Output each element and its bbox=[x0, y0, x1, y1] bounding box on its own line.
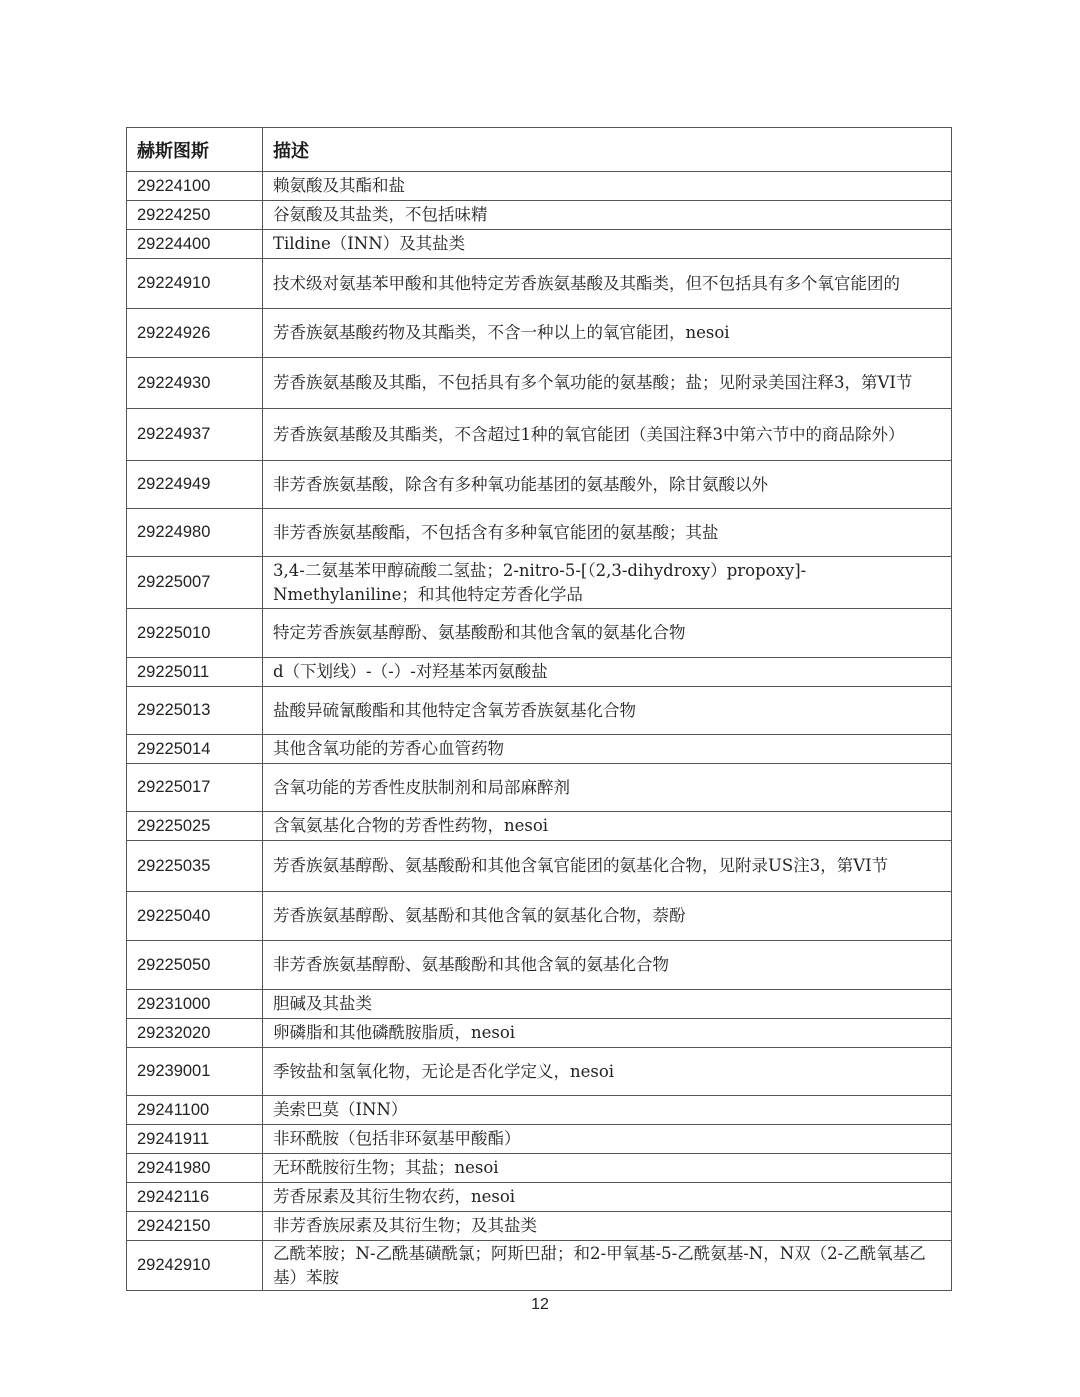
hts-code-cell: 29241100 bbox=[127, 1096, 263, 1125]
description-cell: 其他含氧功能的芳香心血管药物 bbox=[263, 735, 952, 764]
hts-code-table bbox=[126, 127, 952, 1291]
table-row bbox=[127, 1125, 952, 1154]
table-header-row bbox=[127, 128, 952, 172]
table-row bbox=[127, 259, 952, 309]
table-row bbox=[127, 941, 952, 990]
hts-code-cell: 29224937 bbox=[127, 409, 263, 461]
table-row bbox=[127, 609, 952, 658]
description-cell: d（下划线）-（-）-对羟基苯丙氨酸盐 bbox=[263, 658, 952, 687]
description-cell: 含氧功能的芳香性皮肤制剂和局部麻醉剂 bbox=[263, 764, 952, 812]
table-row bbox=[127, 764, 952, 812]
description-cell: 芳香尿素及其衍生物农药，nesoi bbox=[263, 1183, 952, 1212]
hts-code-cell: 29225011 bbox=[127, 658, 263, 687]
hts-code-cell: 29239001 bbox=[127, 1048, 263, 1096]
description-cell: 卵磷脂和其他磷酰胺脂质，nesoi bbox=[263, 1019, 952, 1048]
table-row bbox=[127, 990, 952, 1019]
table-row bbox=[127, 1183, 952, 1212]
description-cell: 胆碱及其盐类 bbox=[263, 990, 952, 1019]
table-row bbox=[127, 841, 952, 892]
hts-code-cell: 29225017 bbox=[127, 764, 263, 812]
table-row bbox=[127, 1048, 952, 1096]
hts-code-cell: 29242150 bbox=[127, 1212, 263, 1241]
table-row bbox=[127, 1154, 952, 1183]
header-hts-code: 赫斯图斯 bbox=[127, 128, 263, 172]
hts-code-cell: 29241980 bbox=[127, 1154, 263, 1183]
description-cell: Tildine（INN）及其盐类 bbox=[263, 230, 952, 259]
table-row bbox=[127, 461, 952, 509]
hts-code-cell: 29224930 bbox=[127, 358, 263, 409]
table-row bbox=[127, 1212, 952, 1241]
table-row bbox=[127, 509, 952, 557]
description-cell: 芳香族氨基酸药物及其酯类，不含一种以上的氧官能团，nesoi bbox=[263, 309, 952, 358]
table-row bbox=[127, 201, 952, 230]
hts-code-cell: 29225035 bbox=[127, 841, 263, 892]
hts-code-cell: 29242116 bbox=[127, 1183, 263, 1212]
table-row bbox=[127, 735, 952, 764]
description-cell: 美索巴莫（INN） bbox=[263, 1096, 952, 1125]
hts-code-cell: 29224949 bbox=[127, 461, 263, 509]
table-row bbox=[127, 172, 952, 201]
description-cell: 技术级对氨基苯甲酸和其他特定芳香族氨基酸及其酯类，但不包括具有多个氧官能团的 bbox=[263, 259, 952, 309]
table-body bbox=[127, 172, 952, 1291]
hts-code-cell: 29225013 bbox=[127, 687, 263, 735]
table-row bbox=[127, 309, 952, 358]
description-cell: 季铵盐和氢氧化物，无论是否化学定义，nesoi bbox=[263, 1048, 952, 1096]
table-row bbox=[127, 557, 952, 609]
hts-code-cell: 29225010 bbox=[127, 609, 263, 658]
description-cell: 非环酰胺（包括非环氨基甲酸酯） bbox=[263, 1125, 952, 1154]
description-cell: 特定芳香族氨基醇酚、氨基酸酚和其他含氧的氨基化合物 bbox=[263, 609, 952, 658]
hts-code-cell: 29224250 bbox=[127, 201, 263, 230]
hts-code-cell: 29225050 bbox=[127, 941, 263, 990]
hts-code-cell: 29224100 bbox=[127, 172, 263, 201]
hts-code-cell: 29224926 bbox=[127, 309, 263, 358]
hts-code-cell: 29225040 bbox=[127, 892, 263, 941]
description-cell: 非芳香族尿素及其衍生物；及其盐类 bbox=[263, 1212, 952, 1241]
table-row bbox=[127, 892, 952, 941]
description-cell: 3,4-二氨基苯甲醇硫酸二氢盐；2-nitro-5-[（2,3-dihydroxy）propoxy]-Nmethylaniline；和其他特定芳香化学品 bbox=[263, 557, 952, 609]
hts-code-cell: 29241911 bbox=[127, 1125, 263, 1154]
description-cell: 非芳香族氨基酸，除含有多种氧功能基团的氨基酸外，除甘氨酸以外 bbox=[263, 461, 952, 509]
table-row bbox=[127, 687, 952, 735]
description-cell: 芳香族氨基醇酚、氨基酚和其他含氧的氨基化合物，萘酚 bbox=[263, 892, 952, 941]
header-description: 描述 bbox=[263, 128, 952, 172]
table-row bbox=[127, 358, 952, 409]
description-cell: 乙酰苯胺；N-乙酰基磺酰氯；阿斯巴甜；和2-甲氧基-5-乙酰氨基-N，N双（2-乙酰氧基乙基）苯胺 bbox=[263, 1241, 952, 1291]
hts-code-cell: 29231000 bbox=[127, 990, 263, 1019]
table-row bbox=[127, 1241, 952, 1291]
hts-code-cell: 29225025 bbox=[127, 812, 263, 841]
hts-code-cell: 29242910 bbox=[127, 1241, 263, 1291]
hts-code-cell: 29224910 bbox=[127, 259, 263, 309]
page-number: 12 bbox=[531, 1296, 549, 1313]
hts-code-cell: 29224400 bbox=[127, 230, 263, 259]
description-cell: 赖氨酸及其酯和盐 bbox=[263, 172, 952, 201]
table-row bbox=[127, 230, 952, 259]
description-cell: 谷氨酸及其盐类，不包括味精 bbox=[263, 201, 952, 230]
hts-code-cell: 29225014 bbox=[127, 735, 263, 764]
table-row bbox=[127, 1096, 952, 1125]
description-cell: 含氧氨基化合物的芳香性药物，nesoi bbox=[263, 812, 952, 841]
table-row bbox=[127, 812, 952, 841]
description-cell: 芳香族氨基酸及其酯类，不含超过1种的氧官能团（美国注释3中第六节中的商品除外） bbox=[263, 409, 952, 461]
hts-code-cell: 29225007 bbox=[127, 557, 263, 609]
description-cell: 芳香族氨基酸及其酯，不包括具有多个氧功能的氨基酸；盐；见附录美国注释3，第VI节 bbox=[263, 358, 952, 409]
description-cell: 非芳香族氨基醇酚、氨基酸酚和其他含氧的氨基化合物 bbox=[263, 941, 952, 990]
description-cell: 无环酰胺衍生物；其盐；nesoi bbox=[263, 1154, 952, 1183]
table-row bbox=[127, 658, 952, 687]
hts-code-cell: 29224980 bbox=[127, 509, 263, 557]
hts-code-cell: 29232020 bbox=[127, 1019, 263, 1048]
description-cell: 非芳香族氨基酸酯，不包括含有多种氧官能团的氨基酸；其盐 bbox=[263, 509, 952, 557]
table-row bbox=[127, 409, 952, 461]
description-cell: 芳香族氨基醇酚、氨基酸酚和其他含氧官能团的氨基化合物，见附录US注3，第VI节 bbox=[263, 841, 952, 892]
description-cell: 盐酸异硫氰酸酯和其他特定含氧芳香族氨基化合物 bbox=[263, 687, 952, 735]
table-row bbox=[127, 1019, 952, 1048]
